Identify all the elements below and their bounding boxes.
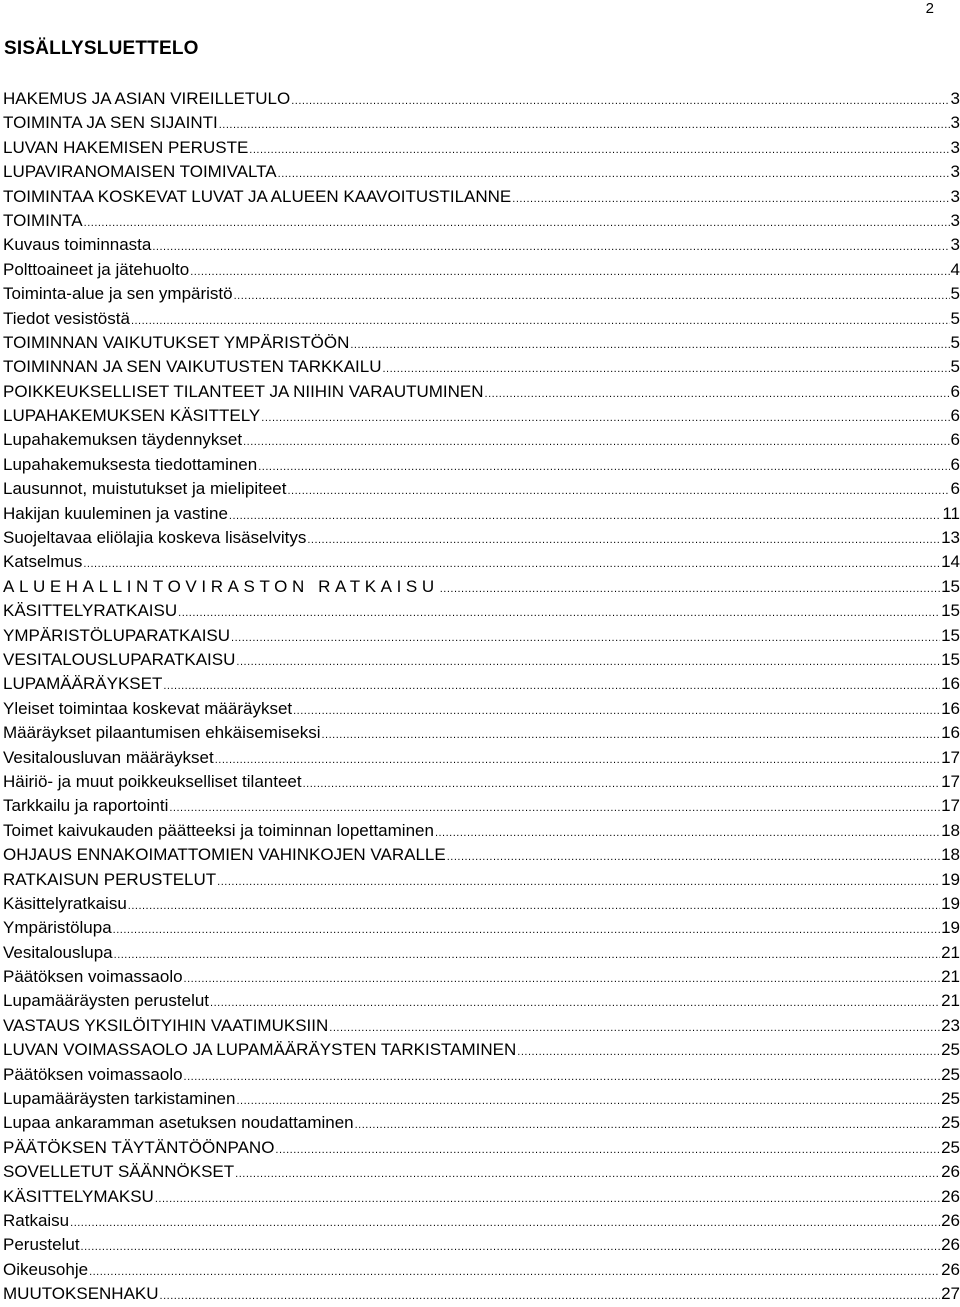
toc-entry-page: 6 (950, 381, 960, 401)
toc-entry-page: 5 (950, 308, 960, 328)
dot-leader (288, 479, 950, 501)
toc-entry-page: 25 (941, 1040, 960, 1060)
dot-leader (243, 430, 949, 452)
dot-leader (113, 918, 940, 940)
toc-entry[interactable] (3, 575, 960, 599)
toc-entry-page: 15 (941, 576, 960, 596)
toc-entry-label: LUPAHAKEMUKSEN KÄSITTELY (3, 406, 261, 426)
dot-leader (160, 1284, 941, 1306)
toc-entry-label: MUUTOKSENHAKU (3, 1284, 159, 1304)
toc-entry-page: 17 (941, 771, 960, 791)
dot-leader (275, 1138, 940, 1160)
toc-entry-label: LUPAVIRANOMAISEN TOIMIVALTA (3, 162, 277, 182)
toc-entry-label: TOIMINNAN JA SEN VAIKUTUSTEN TARKKAILU (3, 357, 382, 377)
toc-entry[interactable] (3, 258, 960, 282)
toc-entry[interactable] (3, 1282, 960, 1306)
dot-leader (89, 1260, 940, 1282)
toc-entry[interactable] (3, 160, 960, 184)
toc-entry-page: 15 (941, 649, 960, 669)
toc-entry[interactable] (3, 916, 960, 940)
toc-entry-page: 3 (950, 186, 960, 206)
dot-leader (215, 748, 940, 770)
toc-entry-label: Toimet kaivukauden päätteeksi ja toiminnan lopettaminen (3, 820, 434, 840)
toc-entry-label: Häiriö- ja muut poikkeukselliset tilanteet (3, 771, 302, 791)
toc-entry-page: 25 (941, 1089, 960, 1109)
toc-entry[interactable] (3, 404, 960, 428)
toc-entry-page: 3 (950, 235, 960, 255)
toc-entry-label: Tiedot vesistöstä (3, 308, 130, 328)
toc-entry-page: 15 (941, 625, 960, 645)
dot-leader (307, 528, 940, 550)
page-number: 2 (925, 0, 934, 17)
toc-entry[interactable] (3, 1111, 960, 1135)
toc-entry-label: Ympäristölupa (3, 918, 112, 938)
dot-leader (261, 406, 949, 428)
toc-entry[interactable] (3, 428, 960, 452)
toc-entry[interactable] (3, 1038, 960, 1062)
toc-entry-page: 18 (941, 820, 960, 840)
dot-leader (128, 894, 940, 916)
toc-entry-label: Vesitalousluvan määräykset (3, 747, 214, 767)
toc-entry-label: TOIMINTA (3, 210, 83, 230)
toc-entry-page: 6 (950, 479, 960, 499)
toc-entry[interactable] (3, 965, 960, 989)
toc-entry-label: LUPAMÄÄRÄYKSET (3, 674, 163, 694)
dot-leader (435, 821, 940, 843)
dot-leader (236, 1089, 940, 1111)
toc-entry-label: Lupaa ankaramman asetuksen noudattaminen (3, 1113, 354, 1133)
toc-entry-label: Tarkkailu ja raportointi (3, 796, 169, 816)
toc-entry[interactable] (3, 282, 960, 306)
toc-entry-page: 15 (941, 601, 960, 621)
toc-entry[interactable] (3, 599, 960, 623)
toc-entry[interactable] (3, 87, 960, 111)
toc-entry-page: 27 (941, 1284, 960, 1304)
toc-entry-page: 5 (950, 357, 960, 377)
toc-entry[interactable] (3, 355, 960, 379)
toc-entry-page: 21 (941, 967, 960, 987)
dot-leader (303, 772, 940, 794)
toc-entry[interactable] (3, 526, 960, 550)
toc-entry[interactable] (3, 843, 960, 867)
toc-entry-page: 4 (950, 259, 960, 279)
toc-entry-page: 3 (950, 89, 960, 108)
toc-entry-label: LUVAN VOIMASSAOLO JA LUPAMÄÄRÄYSTEN TARKISTAMINEN (3, 1040, 517, 1060)
toc-entry-label: KÄSITTELYRATKAISU (3, 601, 178, 621)
toc-entry-page: 25 (941, 1064, 960, 1084)
toc-entry[interactable] (3, 672, 960, 696)
toc-entry-label: Lupahakemuksesta tiedottaminen (3, 454, 258, 474)
toc-entry-label: Polttoaineet ja jätehuolto (3, 259, 190, 279)
dot-leader (234, 284, 950, 306)
dot-leader (84, 211, 950, 233)
toc-entry-label: Vesitalouslupa (3, 942, 113, 962)
toc-entry-page: 16 (941, 698, 960, 718)
toc-entry[interactable] (3, 746, 960, 770)
dot-leader (355, 1113, 940, 1135)
dot-leader (229, 504, 941, 526)
dot-leader (184, 1065, 941, 1087)
toc-entry-page: 26 (941, 1210, 960, 1230)
toc-entry[interactable] (3, 331, 960, 355)
dot-leader (329, 1016, 940, 1038)
toc-entry-label: KÄSITTELYMAKSU (3, 1186, 154, 1206)
toc-entry-page: 3 (950, 162, 960, 182)
toc-entry[interactable] (3, 136, 960, 160)
dot-leader (517, 1040, 940, 1062)
toc-entry[interactable] (3, 209, 960, 233)
toc-entry[interactable] (3, 233, 960, 257)
toc-entry-label: Lupamääräysten tarkistaminen (3, 1089, 236, 1109)
toc-entry-label: TOIMINNAN VAIKUTUKSET YMPÄRISTÖÖN (3, 332, 350, 352)
toc-entry[interactable] (3, 868, 960, 892)
toc-entry-label: Toiminta-alue ja sen ympäristö (3, 284, 233, 304)
toc-entry-label: Käsittelyratkaisu (3, 893, 127, 913)
dot-leader (169, 796, 940, 818)
toc-entry-page: 26 (941, 1162, 960, 1182)
dot-leader (152, 235, 949, 257)
toc-entry-label: TOIMINTA JA SEN SIJAINTI (3, 113, 218, 133)
toc-entry-label: OHJAUS ENNAKOIMATTOMIEN VAHINKOJEN VARALLE (3, 845, 446, 865)
toc-entry[interactable] (3, 819, 960, 843)
toc-entry-page: 17 (941, 747, 960, 767)
toc-entry-page: 18 (941, 845, 960, 865)
dot-leader (81, 1235, 941, 1257)
toc-entry-page: 23 (941, 1015, 960, 1035)
dot-leader (210, 991, 940, 1013)
toc-entry-label: Lupamääräysten perustelut (3, 991, 210, 1011)
dot-leader (236, 650, 940, 672)
toc-entry-page: 14 (941, 552, 960, 572)
toc-entry-page: 19 (941, 918, 960, 938)
toc-entry-label: Oikeusohje (3, 1259, 89, 1279)
toc-entry-page: 25 (941, 1137, 960, 1157)
toc-entry-page: 17 (941, 796, 960, 816)
toc-entry[interactable] (3, 624, 960, 648)
dot-leader (382, 357, 949, 379)
toc-entry[interactable] (3, 770, 960, 794)
dot-leader (321, 723, 940, 745)
dot-leader (293, 699, 940, 721)
dot-leader (350, 333, 949, 355)
toc-entry[interactable] (3, 502, 960, 526)
toc-entry-label: Lausunnot, muistutukset ja mielipiteet (3, 479, 287, 499)
toc-entry[interactable] (3, 477, 960, 501)
dot-leader (184, 967, 941, 989)
toc-entry-label: Kuvaus toiminnasta (3, 235, 152, 255)
toc-entry-label: VASTAUS YKSILÖITYIHIN VAATIMUKSIIN (3, 1015, 329, 1035)
dot-leader (485, 382, 950, 404)
toc-entry[interactable] (3, 453, 960, 477)
dot-leader (258, 455, 949, 477)
toc-entry[interactable] (3, 648, 960, 672)
toc-entry[interactable] (3, 1185, 960, 1209)
toc-entry-label: Hakijan kuuleminen ja vastine (3, 503, 228, 523)
dot-leader (278, 162, 950, 184)
toc-entry-page: 16 (941, 723, 960, 743)
toc-entry-label: PÄÄTÖKSEN TÄYTÄNTÖÖNPANO (3, 1137, 275, 1157)
toc-title: SISÄLLYSLUETTELO (4, 38, 199, 59)
toc-entry[interactable] (3, 892, 960, 916)
dot-leader (155, 1187, 940, 1209)
dot-leader (163, 674, 940, 696)
dot-leader (512, 187, 949, 209)
toc-entry-page: 26 (941, 1259, 960, 1279)
dot-leader (131, 309, 950, 331)
toc-entry-label: Katselmus (3, 552, 83, 572)
dot-leader (83, 552, 940, 574)
toc-entry[interactable] (3, 1209, 960, 1233)
toc-entry[interactable] (3, 989, 960, 1013)
toc-entry-label: RATKAISUN PERUSTELUT (3, 869, 217, 889)
toc-entry[interactable] (3, 1014, 960, 1038)
toc-entry-label: POIKKEUKSELLISET TILANTEET JA NIIHIN VARAUTUMINEN (3, 381, 484, 401)
toc-entry[interactable] (3, 380, 960, 404)
dot-leader (447, 845, 940, 867)
toc-entry-page: 6 (950, 454, 960, 474)
toc-entry-page: 3 (950, 137, 960, 157)
toc-entry-label: Lupahakemuksen täydennykset (3, 430, 243, 450)
toc-list (3, 87, 960, 1307)
toc-entry-page: 16 (941, 674, 960, 694)
toc-entry-label: Päätöksen voimassaolo (3, 1064, 183, 1084)
toc-entry-label: HAKEMUS JA ASIAN VIREILLETULO (3, 89, 291, 108)
toc-entry[interactable] (3, 1233, 960, 1257)
toc-entry-page: 5 (950, 332, 960, 352)
toc-entry-label: YMPÄRISTÖLUPARATKAISU (3, 625, 231, 645)
dot-leader (190, 260, 949, 282)
toc-entry[interactable] (3, 941, 960, 965)
toc-entry-label: ALUEHALLINTOVIRASTON RATKAISU (3, 576, 439, 596)
toc-entry-page: 6 (950, 406, 960, 426)
toc-entry-page: 21 (941, 942, 960, 962)
toc-entry-page: 13 (941, 528, 960, 548)
toc-entry[interactable] (3, 1063, 960, 1087)
toc-entry-page: 21 (941, 991, 960, 1011)
toc-entry-page: 26 (941, 1186, 960, 1206)
toc-entry-label: Yleiset toimintaa koskevat määräykset (3, 698, 293, 718)
toc-entry[interactable] (3, 185, 960, 209)
toc-entry[interactable] (3, 307, 960, 331)
toc-entry[interactable] (3, 1087, 960, 1111)
dot-leader (70, 1211, 940, 1233)
toc-entry[interactable] (3, 1258, 960, 1282)
toc-entry-page: 11 (942, 503, 960, 523)
toc-entry-page: 19 (941, 893, 960, 913)
dot-leader (231, 626, 940, 648)
toc-entry-page: 3 (950, 210, 960, 230)
toc-entry[interactable] (3, 1160, 960, 1184)
dot-leader (291, 89, 949, 111)
toc-entry-page: 25 (941, 1113, 960, 1133)
toc-entry[interactable] (3, 1136, 960, 1160)
dot-leader (440, 577, 940, 599)
toc-entry[interactable] (3, 721, 960, 745)
dot-leader (219, 113, 950, 135)
toc-entry-label: Ratkaisu (3, 1210, 70, 1230)
toc-entry-label: LUVAN HAKEMISEN PERUSTE (3, 137, 249, 157)
toc-entry-label: Perustelut (3, 1235, 80, 1255)
toc-entry-page: 3 (950, 113, 960, 133)
dot-leader (217, 870, 940, 892)
toc-entry-page: 26 (941, 1235, 960, 1255)
dot-leader (114, 943, 940, 965)
toc-entry[interactable] (3, 550, 960, 574)
toc-entry[interactable] (3, 697, 960, 721)
toc-entry[interactable] (3, 111, 960, 135)
toc-entry-label: SOVELLETUT SÄÄNNÖKSET (3, 1162, 235, 1182)
toc-entry-page: 19 (941, 869, 960, 889)
toc-entry-page: 6 (950, 430, 960, 450)
toc-entry[interactable] (3, 794, 960, 818)
dot-leader (178, 601, 940, 623)
toc-entry-label: Päätöksen voimassaolo (3, 967, 183, 987)
toc-entry-label: Määräykset pilaantumisen ehkäisemiseksi (3, 723, 321, 743)
toc-entry-label: TOIMINTAA KOSKEVAT LUVAT JA ALUEEN KAAVOITUSTILANNE (3, 186, 512, 206)
toc-entry-page: 5 (950, 284, 960, 304)
toc-entry-label: Suojeltavaa eliölajia koskeva lisäselvitys (3, 528, 307, 548)
dot-leader (249, 138, 949, 160)
toc-entry-label: VESITALOUSLUPARATKAISU (3, 649, 236, 669)
dot-leader (235, 1162, 940, 1184)
